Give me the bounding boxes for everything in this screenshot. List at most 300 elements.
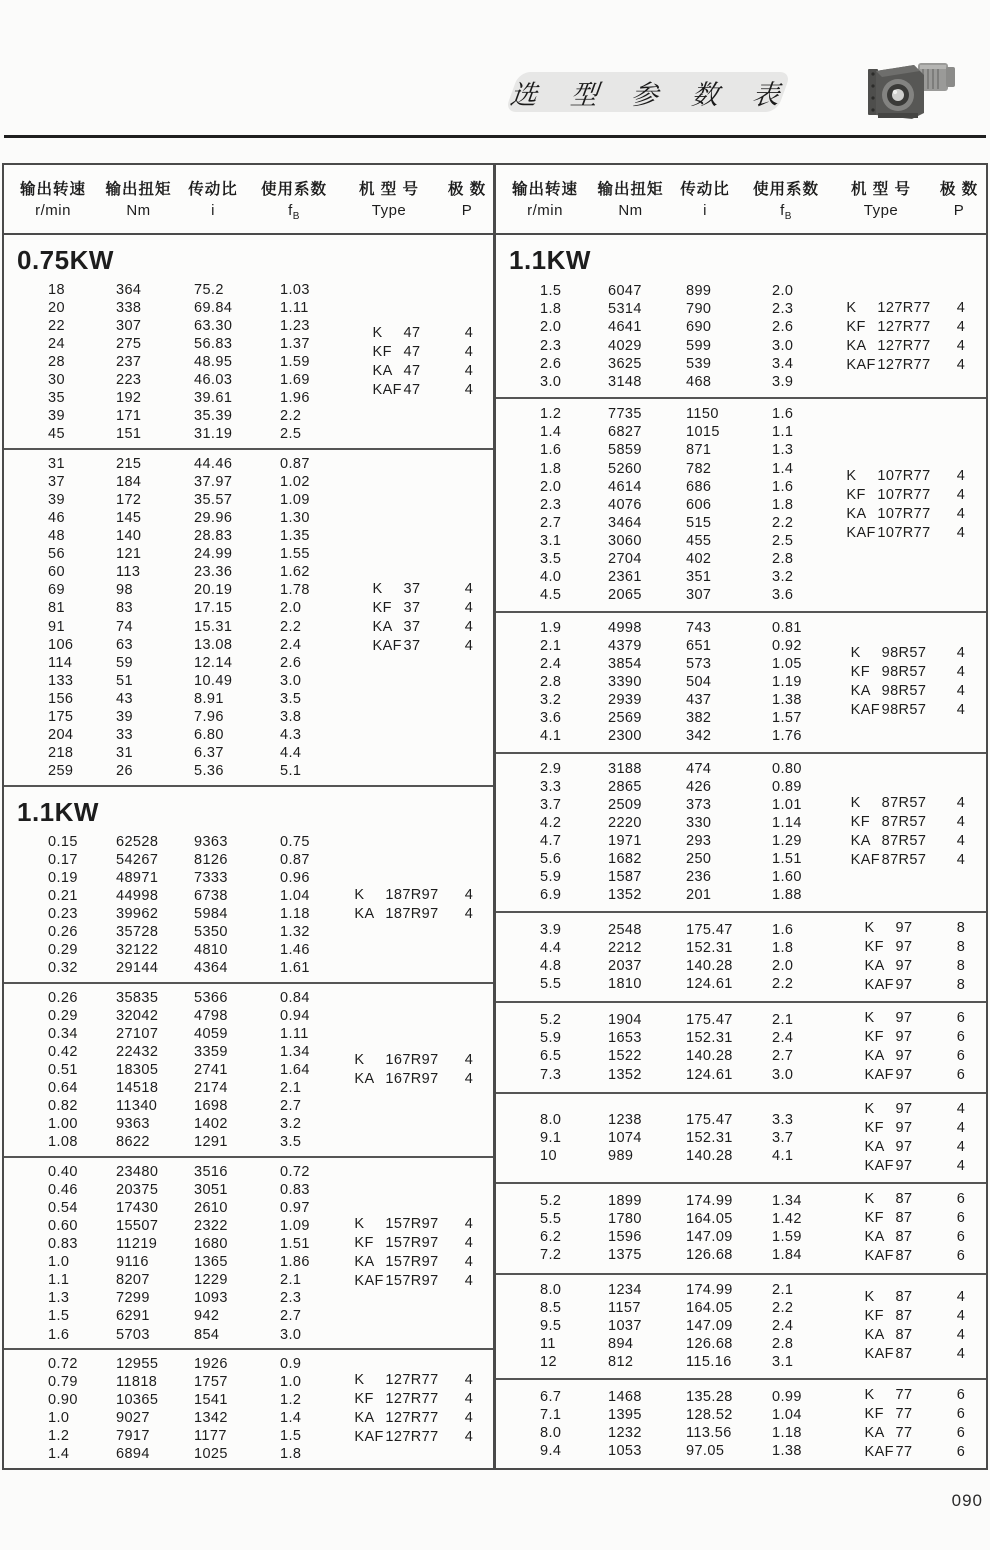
type-row <box>342 324 493 343</box>
data-row <box>496 1228 834 1246</box>
output-speed-cell: 4.1 <box>540 728 562 745</box>
type-row <box>834 851 986 870</box>
output-speed-cell: 7.3 <box>540 1066 562 1083</box>
gearmotor-icon <box>862 55 962 123</box>
ratio-cell: 6.80 <box>194 727 224 744</box>
service-factor-cell: 3.0 <box>280 1326 302 1343</box>
type-row <box>834 663 986 682</box>
type-model: 157R97 <box>385 1254 439 1271</box>
col-poles-label: 极 数 <box>447 180 487 198</box>
output-torque-cell: 3188 <box>608 760 642 777</box>
output-speed-cell: 1.0 <box>48 1254 70 1271</box>
type-series-prefix: KA <box>372 363 393 380</box>
section-body <box>496 757 986 908</box>
service-factor-cell: 1.8 <box>772 939 794 956</box>
type-row <box>834 701 986 720</box>
poles-cell: 4 <box>956 1308 966 1325</box>
service-factor-cell: 1.8 <box>772 496 794 513</box>
data-row <box>496 496 834 514</box>
ratio-cell: 126.68 <box>686 1247 733 1264</box>
poles-cell: 6 <box>956 1067 966 1084</box>
poles-cell: 4 <box>956 1157 966 1174</box>
type-model: 97 <box>895 977 913 994</box>
type-model: 87 <box>895 1210 913 1227</box>
service-factor-cell: 3.3 <box>772 1111 794 1128</box>
type-series-prefix: KA <box>846 505 867 522</box>
ratio-cell: 1757 <box>194 1373 228 1390</box>
ratio-cell: 135.28 <box>686 1388 733 1405</box>
service-factor-cell: 1.59 <box>772 1229 802 1246</box>
type-code <box>342 886 451 905</box>
col-ratio-label: 传动比 <box>188 180 238 198</box>
service-factor-cell: 1.34 <box>280 1043 310 1060</box>
poles-cell: 4 <box>956 645 966 662</box>
ratio-cell: 13.08 <box>194 636 233 653</box>
output-torque-cell: 1971 <box>608 833 642 850</box>
service-factor-cell: 1.38 <box>772 692 802 709</box>
poles-cell: 4 <box>956 337 966 354</box>
output-torque-cell: 3625 <box>608 355 642 372</box>
output-speed-cell: 204 <box>48 727 74 744</box>
output-speed-cell: 0.26 <box>48 989 78 1006</box>
type-code <box>834 1386 943 1405</box>
type-code <box>834 701 943 720</box>
output-torque-cell: 33 <box>116 727 133 744</box>
ratio-cell: 455 <box>686 532 712 549</box>
data-row <box>4 599 342 617</box>
poles-cell: 4 <box>464 1254 474 1271</box>
output-torque-cell: 29144 <box>116 960 159 977</box>
ratio-cell: 46.03 <box>194 372 233 389</box>
ratio-cell: 474 <box>686 760 712 777</box>
table-section <box>496 1003 986 1093</box>
ratio-cell: 4059 <box>194 1025 228 1042</box>
output-torque-cell: 3464 <box>608 514 642 531</box>
type-code <box>834 299 943 318</box>
service-factor-cell: 2.3 <box>280 1290 302 1307</box>
ratio-cell: 690 <box>686 319 712 336</box>
ratio-cell: 468 <box>686 373 712 390</box>
type-model: 157R97 <box>385 1216 439 1233</box>
type-row <box>834 919 986 938</box>
output-speed-cell: 2.3 <box>540 496 562 513</box>
poles-cell: 4 <box>464 1216 474 1233</box>
service-factor-cell: 1.02 <box>280 473 310 490</box>
output-torque-cell: 59 <box>116 654 133 671</box>
output-speed-cell: 69 <box>48 582 65 599</box>
ratio-cell: 1150 <box>686 406 719 423</box>
ratio-cell: 1402 <box>194 1116 228 1133</box>
output-speed-cell: 0.23 <box>48 905 78 922</box>
type-series-prefix: KAF <box>372 382 402 399</box>
output-speed-cell: 0.40 <box>48 1163 78 1180</box>
type-row <box>834 505 986 524</box>
service-factor-cell: 3.1 <box>772 1354 794 1371</box>
type-row <box>342 343 493 362</box>
output-speed-cell: 31 <box>48 455 65 472</box>
output-speed-cell: 0.29 <box>48 1007 78 1024</box>
ratio-cell: 426 <box>686 778 712 795</box>
data-row <box>4 473 342 491</box>
type-row <box>834 794 986 813</box>
output-torque-cell: 1157 <box>608 1299 641 1316</box>
service-factor-cell: 2.5 <box>280 426 302 443</box>
poles-cell: 4 <box>956 524 966 541</box>
ratio-cell: 126.68 <box>686 1336 733 1353</box>
type-row <box>342 637 493 656</box>
poles-cell: 6 <box>956 1191 966 1208</box>
output-speed-cell: 1.1 <box>48 1272 70 1289</box>
type-row <box>834 1190 986 1209</box>
type-series-prefix: KA <box>864 1138 885 1155</box>
service-factor-cell: 1.59 <box>280 353 310 370</box>
data-row <box>496 1246 834 1264</box>
power-rating-heading: 1.1KW <box>17 797 99 827</box>
type-model: 98R57 <box>881 683 927 700</box>
type-code <box>342 381 451 400</box>
type-code <box>834 1100 943 1119</box>
type-list <box>342 1215 493 1291</box>
service-factor-cell: 1.19 <box>772 674 802 690</box>
poles-cell: 4 <box>464 599 474 616</box>
service-factor-cell: 1.84 <box>772 1247 802 1264</box>
service-factor-cell: 0.92 <box>772 637 802 654</box>
type-code <box>834 1119 943 1138</box>
ratio-cell: 4798 <box>194 1007 228 1024</box>
ratio-cell: 942 <box>194 1308 220 1325</box>
type-model: 87 <box>895 1346 913 1363</box>
type-model: 187R97 <box>385 905 439 922</box>
col-type-unit: Type <box>371 201 407 219</box>
data-row <box>4 1391 342 1409</box>
output-torque-cell: 83 <box>116 600 133 617</box>
data-rows <box>496 1281 834 1371</box>
data-row <box>496 957 834 975</box>
ratio-cell: 35.57 <box>194 491 233 508</box>
type-list <box>834 299 986 375</box>
data-row <box>496 868 834 886</box>
ratio-cell: 1291 <box>194 1134 228 1151</box>
col-output-speed-label: 输出转速 <box>19 180 86 198</box>
table-section <box>496 754 986 913</box>
output-torque-cell: 9116 <box>116 1254 149 1271</box>
data-row <box>4 509 342 527</box>
data-row <box>4 618 342 636</box>
poles-cell: 6 <box>956 1405 966 1422</box>
output-torque-cell: 121 <box>116 546 142 563</box>
output-torque-cell: 5859 <box>608 442 642 459</box>
output-torque-cell: 989 <box>608 1147 634 1164</box>
ratio-cell: 1926 <box>194 1355 228 1372</box>
service-factor-cell: 1.04 <box>772 1406 802 1423</box>
output-torque-cell: 1234 <box>608 1281 642 1298</box>
output-speed-cell: 2.3 <box>540 337 562 354</box>
data-row <box>4 1079 342 1097</box>
type-series-prefix: KAF <box>846 356 876 373</box>
output-torque-cell: 20375 <box>116 1181 159 1198</box>
output-torque-cell: 1810 <box>608 976 642 993</box>
ratio-cell: 293 <box>686 833 712 850</box>
ratio-cell: 69.84 <box>194 299 233 316</box>
data-rows <box>496 619 834 746</box>
output-torque-cell: 44998 <box>116 887 159 904</box>
output-torque-cell: 237 <box>116 353 142 370</box>
output-torque-cell: 6894 <box>116 1446 150 1463</box>
data-rows <box>4 455 342 781</box>
data-row <box>496 355 834 373</box>
col-output-torque-unit: Nm <box>618 201 643 219</box>
col-output-speed-label: 输出转速 <box>511 180 578 198</box>
output-speed-cell: 1.0 <box>48 1410 70 1427</box>
output-torque-cell: 8207 <box>116 1272 150 1289</box>
data-row <box>4 636 342 654</box>
type-row <box>342 362 493 381</box>
output-torque-cell: 6827 <box>608 424 642 441</box>
poles-cell: 4 <box>464 382 474 399</box>
poles-cell: 4 <box>464 886 474 903</box>
output-torque-cell: 6291 <box>116 1308 150 1325</box>
data-rows <box>496 1388 834 1460</box>
output-speed-cell: 7.2 <box>540 1247 562 1264</box>
type-row <box>834 1326 986 1345</box>
poles-cell: 4 <box>956 664 966 681</box>
output-speed-cell: 3.1 <box>540 532 562 549</box>
output-torque-cell: 192 <box>116 390 142 407</box>
ratio-cell: 175.47 <box>686 921 733 938</box>
output-torque-cell: 4998 <box>608 619 642 636</box>
output-speed-cell: 2.0 <box>540 478 562 495</box>
poles-cell: 4 <box>956 683 966 700</box>
data-row <box>4 335 342 353</box>
output-torque-cell: 4614 <box>608 478 642 495</box>
ratio-cell: 6.37 <box>194 745 224 762</box>
output-torque-cell: 5314 <box>608 301 642 318</box>
output-torque-cell: 1074 <box>608 1129 642 1146</box>
type-model: 87R57 <box>881 795 927 812</box>
data-row <box>496 1066 834 1084</box>
service-factor-cell: 2.7 <box>772 1048 794 1065</box>
poles-cell: 6 <box>956 1424 966 1441</box>
output-speed-cell: 6.7 <box>540 1388 562 1405</box>
ratio-cell: 1680 <box>194 1236 228 1253</box>
type-model: 87 <box>895 1248 913 1265</box>
data-row <box>496 886 834 904</box>
ratio-cell: 1177 <box>194 1428 227 1445</box>
service-factor-cell: 2.0 <box>280 600 302 617</box>
section-body <box>4 1353 493 1465</box>
ratio-cell: 113.56 <box>686 1424 732 1441</box>
service-factor-cell: 3.0 <box>772 337 794 354</box>
service-factor-cell: 4.3 <box>280 727 302 744</box>
output-torque-cell: 9363 <box>116 1116 150 1133</box>
type-list <box>834 1100 986 1176</box>
data-row <box>4 905 342 923</box>
output-torque-cell: 1587 <box>608 869 642 886</box>
ratio-cell: 5350 <box>194 924 228 941</box>
service-factor-cell: 1.60 <box>772 869 802 886</box>
output-torque-cell: 63 <box>116 636 133 653</box>
output-torque-cell: 48971 <box>116 869 159 886</box>
type-model: 127R77 <box>385 1410 439 1427</box>
service-factor-cell: 1.03 <box>280 281 310 298</box>
output-torque-cell: 11818 <box>116 1373 158 1390</box>
data-rows <box>4 1355 342 1464</box>
type-row <box>342 905 493 924</box>
type-code <box>834 644 943 663</box>
data-row <box>4 1217 342 1235</box>
section-body <box>4 1161 493 1345</box>
output-speed-cell: 2.6 <box>540 355 562 372</box>
data-row <box>496 550 834 568</box>
type-code <box>342 1428 451 1447</box>
output-speed-cell: 8.0 <box>540 1111 562 1128</box>
output-torque-cell: 26 <box>116 763 133 780</box>
output-speed-cell: 0.19 <box>48 869 78 886</box>
service-factor-cell: 3.5 <box>280 1134 302 1151</box>
poles-cell: 6 <box>956 1443 966 1460</box>
type-series-prefix: K <box>864 1010 875 1027</box>
data-row <box>496 1011 834 1029</box>
service-factor-cell: 2.8 <box>772 550 794 567</box>
type-series-prefix: KAF <box>864 1248 894 1265</box>
type-series-prefix: K <box>850 645 861 662</box>
output-speed-cell: 1.5 <box>540 283 562 300</box>
type-code <box>342 1215 451 1234</box>
data-row <box>496 691 834 709</box>
left-parameter-table <box>2 163 495 1470</box>
poles-cell: 4 <box>956 1327 966 1344</box>
ratio-cell: 44.46 <box>194 455 233 472</box>
ratio-cell: 4810 <box>194 942 228 959</box>
output-speed-cell: 8.0 <box>540 1281 562 1298</box>
type-series-prefix: KA <box>864 1229 885 1246</box>
data-row <box>4 1181 342 1199</box>
type-list <box>834 467 986 543</box>
type-row <box>342 1272 493 1291</box>
type-series-prefix: KF <box>354 1391 374 1408</box>
output-torque-cell: 338 <box>116 299 142 316</box>
service-factor-cell: 0.87 <box>280 455 310 472</box>
ratio-cell: 250 <box>686 851 712 868</box>
output-torque-cell: 54267 <box>116 851 159 868</box>
type-model: 97 <box>895 1029 913 1046</box>
ratio-cell: 1541 <box>194 1392 228 1409</box>
output-torque-cell: 14518 <box>116 1080 159 1097</box>
data-row <box>4 726 342 744</box>
type-series-prefix: KAF <box>864 1443 894 1460</box>
col-poles-unit: P <box>953 201 965 219</box>
ratio-cell: 8.91 <box>194 690 224 707</box>
ratio-cell: 2322 <box>194 1217 228 1234</box>
type-code <box>834 1326 943 1345</box>
ratio-cell: 2741 <box>194 1061 228 1078</box>
output-speed-cell: 37 <box>48 473 65 490</box>
type-model: 98R57 <box>881 702 927 719</box>
ratio-cell: 175.47 <box>686 1012 733 1029</box>
output-speed-cell: 0.21 <box>48 887 78 904</box>
type-row <box>834 938 986 957</box>
output-torque-cell: 2220 <box>608 815 642 832</box>
output-torque-cell: 364 <box>116 281 142 298</box>
type-code <box>834 1228 943 1247</box>
data-row <box>4 317 342 335</box>
data-rows <box>4 989 342 1152</box>
ratio-cell: 56.83 <box>194 335 233 352</box>
output-torque-cell: 140 <box>116 528 142 545</box>
ratio-cell: 23.36 <box>194 564 233 581</box>
ratio-cell: 48.95 <box>194 353 233 370</box>
ratio-cell: 743 <box>686 619 712 636</box>
service-factor-cell: 1.14 <box>772 815 802 832</box>
ratio-cell: 651 <box>686 637 712 654</box>
output-torque-cell: 35835 <box>116 989 159 1006</box>
ratio-cell: 75.2 <box>194 281 224 298</box>
data-row <box>496 1281 834 1299</box>
type-series-prefix: K <box>864 920 875 937</box>
service-factor-cell: 2.0 <box>772 958 794 975</box>
type-model: 37 <box>403 599 421 616</box>
service-factor-cell: 0.97 <box>280 1199 310 1216</box>
data-row <box>4 762 342 780</box>
section-body <box>4 987 493 1153</box>
output-speed-cell: 5.5 <box>540 1211 562 1228</box>
type-code <box>342 1390 451 1409</box>
ratio-cell: 342 <box>686 728 712 745</box>
output-speed-cell: 6.5 <box>540 1048 562 1065</box>
service-factor-cell: 2.2 <box>772 976 794 993</box>
output-speed-cell: 4.7 <box>540 833 562 850</box>
data-row <box>4 1373 342 1391</box>
data-row <box>4 1097 342 1115</box>
type-model: 127R77 <box>385 1391 439 1408</box>
ratio-cell: 152.31 <box>686 939 733 956</box>
poles-cell: 4 <box>956 467 966 484</box>
output-speed-cell: 9.1 <box>540 1129 562 1146</box>
ratio-cell: 164.05 <box>686 1299 733 1316</box>
table-section <box>4 1158 493 1350</box>
type-series-prefix: KF <box>864 939 884 956</box>
type-model: 157R97 <box>385 1235 439 1252</box>
output-speed-cell: 46 <box>48 509 65 526</box>
type-row <box>834 1345 986 1364</box>
data-row <box>496 532 834 550</box>
ratio-cell: 147.09 <box>686 1229 733 1246</box>
output-speed-cell: 0.79 <box>48 1373 78 1390</box>
ratio-cell: 115.16 <box>686 1354 732 1371</box>
service-factor-cell: 1.96 <box>280 390 310 407</box>
output-speed-cell: 218 <box>48 745 74 762</box>
data-rows <box>496 1192 834 1264</box>
data-row <box>4 1307 342 1325</box>
output-speed-cell: 91 <box>48 618 65 635</box>
type-row <box>342 1051 493 1070</box>
ratio-cell: 437 <box>686 692 712 709</box>
data-row <box>496 1192 834 1210</box>
ratio-cell: 124.61 <box>686 1066 733 1083</box>
ratio-cell: 686 <box>686 478 712 495</box>
service-factor-cell: 1.64 <box>280 1061 310 1078</box>
type-code <box>342 1051 451 1070</box>
service-factor-cell: 1.4 <box>772 460 794 477</box>
data-row <box>496 1129 834 1147</box>
data-rows <box>496 760 834 905</box>
service-factor-cell: 0.75 <box>280 833 310 850</box>
type-model: 107R77 <box>877 505 931 522</box>
type-code <box>834 663 943 682</box>
right-parameter-table <box>495 163 988 1470</box>
type-model: 127R77 <box>385 1372 439 1389</box>
type-model: 47 <box>403 344 421 361</box>
